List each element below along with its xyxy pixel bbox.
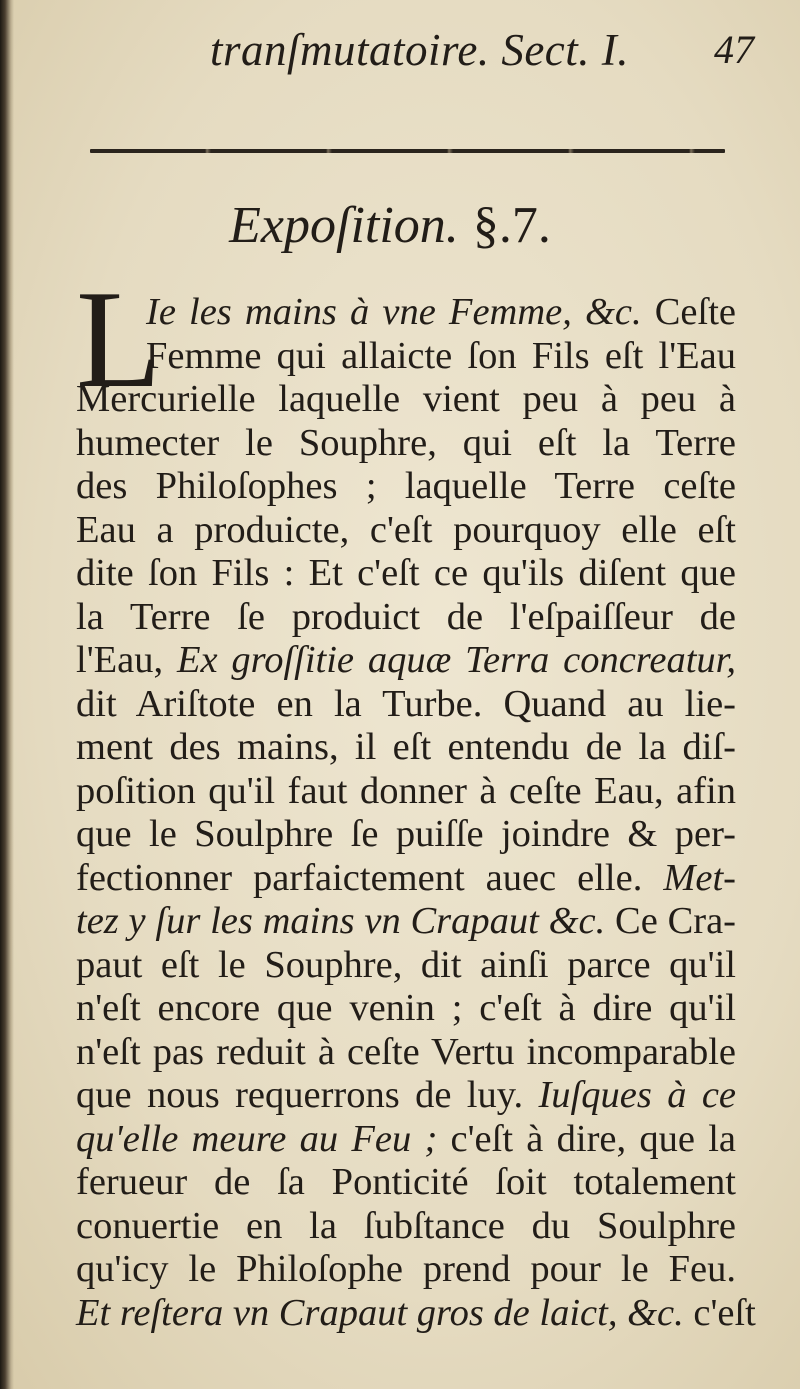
text-line [76,1246,736,1293]
text-run: que nous requerrons de luy. [76,1074,539,1116]
text-line [76,1029,736,1076]
italic-run: Iuſques à ce [538,1074,736,1116]
section-title: Expoſition. [229,197,459,254]
section-heading [0,186,800,266]
text-run: ferueur de ſa Ponticité ſoit totalement [76,1161,736,1203]
italic-run: tez y ſur les mains vn Crapaut &c. [76,900,616,942]
text-line [146,333,736,380]
section-number: §.7. [472,197,551,254]
text-line [76,855,736,902]
text-run: c'eſt à dire, que la [450,1117,736,1160]
running-title: tranſmutatoire. Sect. I. [210,25,630,75]
text-line [76,1290,756,1337]
text-run: que le Soulphre ſe puiſſe joindre & per- [76,813,736,855]
text-line [76,681,736,728]
text-run: n'eſt encore que venin ; c'eſt à dire qu'il [76,987,736,1029]
text-line [76,637,736,684]
text-run: humecter le Souphre, qui eſt la Terre [76,421,736,464]
text-run: dit Ariſtote en la Turbe. Quand au lie- [76,682,736,725]
italic-run: Et reſtera vn Crapaut gros de laict, &c. [76,1291,694,1334]
text-line [76,985,736,1032]
drop-cap: L [76,262,162,417]
text-run: des Philoſophes ; laquelle Terre ceſte [76,465,736,507]
italic-run: Ex groſſitie aquæ Terra concreatur, [176,639,736,681]
text-line [76,811,736,858]
text-line [76,1159,736,1206]
text-run: Mercurielle laquelle vient peu à peu à [76,378,736,420]
text-run: c'eſt [693,1291,756,1334]
text-line [76,420,736,467]
text-line [76,724,736,771]
text-run: Ceſte [654,291,736,333]
italic-run: Met- [663,856,736,899]
text-line [146,289,736,336]
text-line [76,376,736,423]
text-line [76,463,736,510]
text-run: conuertie en la ſubſtance du Soulphre [76,1204,736,1247]
text-line [76,898,736,945]
text-line [76,550,736,597]
text-line [76,1072,736,1119]
italic-run: Ie les mains à vne Femme, &c. [146,291,655,333]
text-line [76,768,736,815]
text-run: Femme qui allaicte ſon Fils eſt l'Eau [146,334,736,377]
text-run: Eau a produicte, c'eſt pourquoy elle eſt [76,508,736,551]
text-line [76,507,736,554]
text-line [76,942,736,989]
text-run: fectionner parfaictement auec elle. [76,856,664,899]
text-run: poſition qu'il faut donner à ceſte Eau, afin [76,769,736,812]
italic-run: qu'elle meure au Feu ; [76,1117,451,1160]
text-run: paut eſt le Souphre, dit ainſi parce qu'il [76,943,736,986]
text-run: ment des mains, il eſt entendu de la diſ- [76,726,736,768]
text-line [76,1116,736,1163]
text-run: n'eſt pas reduit à ceſte Vertu incomparable [76,1030,736,1073]
text-run: la Terre ſe produict de l'eſpaiſſeur de [76,595,736,638]
text-line [76,1203,736,1250]
text-run: Ce Cra- [615,900,736,942]
running-head [210,20,780,80]
page-number: 47 [714,27,754,72]
text-run: qu'icy le Philoſophe prend pour le Feu. [76,1248,736,1290]
header-rule [90,149,725,153]
text-run: dite ſon Fils : Et c'eſt ce qu'ils diſent que [76,552,736,594]
text-line [76,594,736,641]
text-run: l'Eau, [76,639,177,681]
